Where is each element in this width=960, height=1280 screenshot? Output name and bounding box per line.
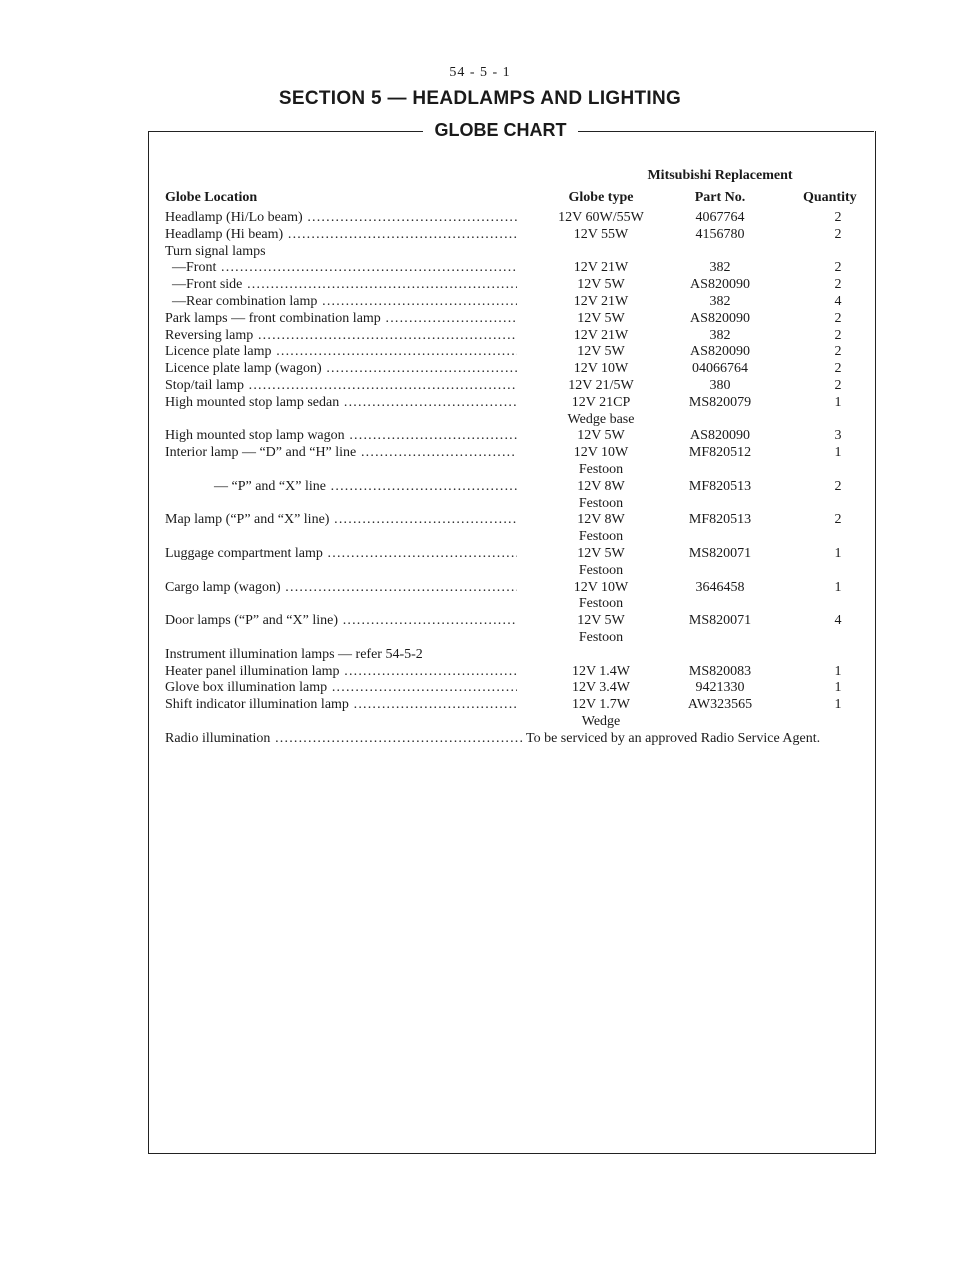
globe-type: Festoon bbox=[578, 495, 624, 511]
table-row bbox=[0, 462, 960, 479]
globe-table bbox=[0, 210, 960, 748]
table-row bbox=[0, 714, 960, 731]
globe-location: Park lamps — front combination lamp ..... bbox=[165, 311, 517, 328]
radio-service-note: To be serviced by an approved Radio Service Agent. bbox=[526, 730, 821, 746]
globe-location: Instrument illumination lamps — refer 54-5-2 bbox=[165, 646, 423, 662]
part-number: AS820090 bbox=[690, 310, 750, 326]
globe-type: 12V 5W bbox=[577, 277, 625, 293]
part-number: AS820090 bbox=[690, 277, 750, 293]
globe-type: Wedge base bbox=[567, 411, 635, 427]
table-row bbox=[0, 479, 960, 496]
table-row bbox=[0, 395, 960, 412]
globe-location: —Rear combination lamp ..... bbox=[165, 294, 517, 311]
globe-location: Headlamp (Hi/Lo beam) ..... bbox=[165, 210, 517, 227]
table-row bbox=[0, 294, 960, 311]
table-row bbox=[0, 546, 960, 563]
globe-location: Headlamp (Hi beam) ..... bbox=[165, 227, 517, 244]
quantity: 1 bbox=[834, 663, 842, 679]
globe-type: 12V 5W bbox=[577, 613, 625, 629]
section-title: SECTION 5 — HEADLAMPS AND LIGHTING bbox=[278, 88, 682, 109]
table-row bbox=[0, 529, 960, 546]
globe-type: 12V 5W bbox=[577, 310, 625, 326]
quantity: 1 bbox=[834, 445, 842, 461]
quantity: 1 bbox=[834, 394, 842, 410]
globe-type: 12V 21W bbox=[573, 327, 629, 343]
table-row bbox=[0, 680, 960, 697]
globe-type: 12V 5W bbox=[577, 344, 625, 360]
part-number: MS820079 bbox=[688, 394, 752, 410]
quantity: 1 bbox=[834, 697, 842, 713]
part-number: MF820513 bbox=[688, 512, 752, 528]
chart-title: GLOBE CHART bbox=[434, 120, 567, 140]
globe-type: Festoon bbox=[578, 461, 624, 477]
globe-location: Glove box illumination lamp ..... bbox=[165, 680, 517, 697]
globe-type: Festoon bbox=[578, 629, 624, 645]
globe-location: High mounted stop lamp sedan ..... bbox=[165, 395, 517, 412]
globe-location: Radio illumination ..... bbox=[165, 731, 525, 748]
globe-type: 12V 5W bbox=[577, 428, 625, 444]
globe-type: 12V 8W bbox=[577, 512, 625, 528]
part-number: 3646458 bbox=[695, 579, 745, 595]
globe-location: —Front side ..... bbox=[165, 277, 517, 294]
globe-location: Turn signal lamps bbox=[165, 243, 266, 259]
table-row bbox=[0, 647, 960, 664]
globe-location: Licence plate lamp (wagon) ..... bbox=[165, 361, 517, 378]
globe-type: 12V 5W bbox=[577, 545, 625, 561]
part-number: 04066764 bbox=[692, 361, 748, 377]
table-row bbox=[0, 496, 960, 513]
part-number: 382 bbox=[709, 293, 731, 309]
table-row bbox=[0, 344, 960, 361]
table-row bbox=[0, 630, 960, 647]
quantity: 1 bbox=[834, 579, 842, 595]
part-number: MS820083 bbox=[688, 663, 752, 679]
globe-type: 12V 1.4W bbox=[571, 663, 631, 679]
part-number: 4067764 bbox=[695, 210, 745, 225]
globe-type: 12V 55W bbox=[573, 226, 629, 242]
quantity: 2 bbox=[834, 478, 842, 494]
globe-type: Festoon bbox=[578, 529, 624, 545]
table-row bbox=[0, 328, 960, 345]
quantity: 2 bbox=[834, 327, 842, 343]
part-number: AS820090 bbox=[690, 344, 750, 360]
globe-location: — “P” and “X” line ..... bbox=[165, 479, 517, 496]
table-row bbox=[0, 596, 960, 613]
table-row bbox=[0, 311, 960, 328]
globe-location: High mounted stop lamp wagon ..... bbox=[165, 428, 517, 445]
table-row bbox=[0, 361, 960, 378]
globe-type: Festoon bbox=[578, 596, 624, 612]
table-row-radio bbox=[0, 731, 960, 748]
table-row bbox=[0, 210, 960, 227]
globe-location: Interior lamp — “D” and “H” line ..... bbox=[165, 445, 517, 462]
part-number: MF820513 bbox=[688, 478, 752, 494]
quantity: 2 bbox=[834, 377, 842, 393]
quantity: 2 bbox=[834, 226, 842, 242]
header-part-no: Part No. bbox=[694, 190, 746, 205]
table-row bbox=[0, 512, 960, 529]
globe-type: 12V 60W/55W bbox=[558, 210, 644, 225]
quantity: 2 bbox=[834, 310, 842, 326]
globe-type: 12V 21W bbox=[573, 260, 629, 276]
part-number: MF820512 bbox=[688, 445, 752, 461]
globe-location: —Front ..... bbox=[165, 260, 517, 277]
quantity: 1 bbox=[834, 545, 842, 561]
table-row bbox=[0, 613, 960, 630]
globe-location: Stop/tail lamp ..... bbox=[165, 378, 517, 395]
globe-type: 12V 21/5W bbox=[568, 377, 634, 393]
globe-type: 12V 10W bbox=[573, 579, 629, 595]
quantity: 2 bbox=[834, 344, 842, 360]
globe-location: Shift indicator illumination lamp ..... bbox=[165, 697, 517, 714]
header-mitsubishi-replacement: Mitsubishi Replacement bbox=[647, 168, 793, 183]
globe-type: 12V 3.4W bbox=[571, 680, 631, 696]
table-row bbox=[0, 277, 960, 294]
globe-type: Festoon bbox=[578, 562, 624, 578]
frame-top-rule-left bbox=[148, 131, 423, 132]
part-number: MS820071 bbox=[688, 613, 752, 629]
part-number: MS820071 bbox=[688, 545, 752, 561]
part-number: AW323565 bbox=[687, 697, 753, 713]
table-row bbox=[0, 428, 960, 445]
globe-type: 12V 21CP bbox=[571, 394, 631, 410]
globe-location: Map lamp (“P” and “X” line) ..... bbox=[165, 512, 517, 529]
table-row bbox=[0, 227, 960, 244]
part-number: 380 bbox=[709, 377, 731, 393]
quantity: 2 bbox=[834, 260, 842, 276]
table-row bbox=[0, 664, 960, 681]
table-row bbox=[0, 412, 960, 429]
part-number: AS820090 bbox=[690, 428, 750, 444]
table-row bbox=[0, 378, 960, 395]
part-number: 4156780 bbox=[695, 226, 745, 242]
globe-type: 12V 8W bbox=[577, 478, 625, 494]
globe-type: Wedge bbox=[581, 713, 621, 729]
table-row bbox=[0, 244, 960, 261]
table-row bbox=[0, 697, 960, 714]
header-quantity: Quantity bbox=[803, 190, 857, 205]
page-number: 54 - 5 - 1 bbox=[449, 65, 511, 80]
globe-location: Reversing lamp ..... bbox=[165, 328, 517, 345]
table-row bbox=[0, 260, 960, 277]
part-number: 9421330 bbox=[695, 680, 745, 696]
table-row bbox=[0, 580, 960, 597]
quantity: 3 bbox=[834, 428, 842, 444]
quantity: 2 bbox=[834, 277, 842, 293]
quantity: 4 bbox=[834, 613, 842, 629]
frame-top-rule-right bbox=[578, 131, 874, 132]
globe-location: Licence plate lamp ..... bbox=[165, 344, 517, 361]
part-number: 382 bbox=[709, 327, 731, 343]
globe-type: 12V 10W bbox=[573, 361, 629, 377]
quantity: 1 bbox=[834, 680, 842, 696]
table-row bbox=[0, 445, 960, 462]
quantity: 2 bbox=[834, 210, 842, 225]
quantity: 2 bbox=[834, 361, 842, 377]
globe-type: 12V 1.7W bbox=[571, 697, 631, 713]
quantity: 2 bbox=[834, 512, 842, 528]
globe-location: Cargo lamp (wagon) ..... bbox=[165, 580, 517, 597]
header-globe-type: Globe type bbox=[568, 190, 634, 205]
globe-type: 12V 10W bbox=[573, 445, 629, 461]
part-number: 382 bbox=[709, 260, 731, 276]
globe-location: Heater panel illumination lamp ..... bbox=[165, 664, 517, 681]
globe-location: Door lamps (“P” and “X” line) ..... bbox=[165, 613, 517, 630]
globe-type: 12V 21W bbox=[573, 293, 629, 309]
table-row bbox=[0, 563, 960, 580]
quantity: 4 bbox=[834, 293, 842, 309]
header-globe-location: Globe Location bbox=[165, 190, 258, 205]
globe-location: Luggage compartment lamp ..... bbox=[165, 546, 517, 563]
